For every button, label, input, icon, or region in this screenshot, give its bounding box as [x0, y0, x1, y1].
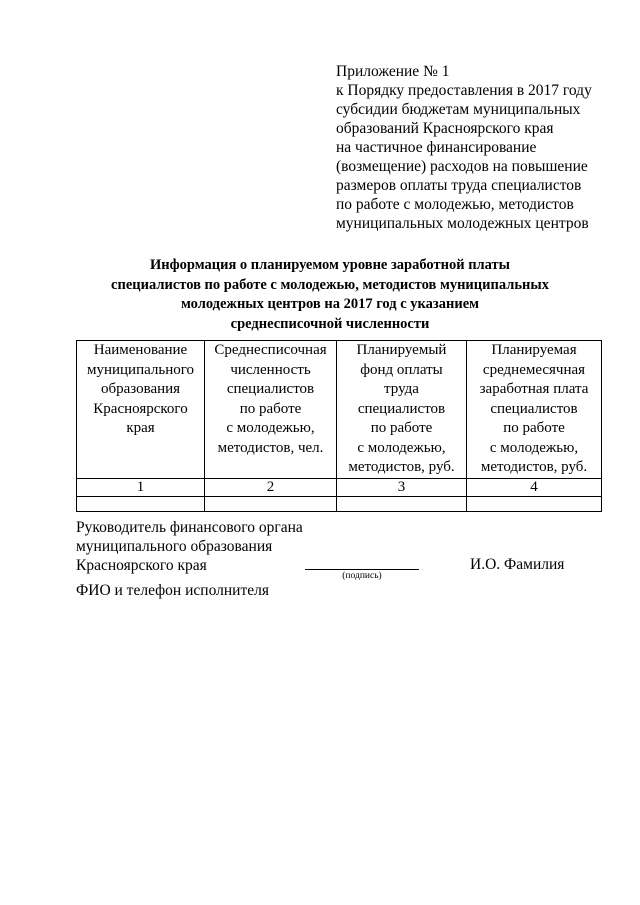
- signatory-name: И.О. Фамилия: [470, 556, 565, 573]
- header-cell-average-salary: Планируемая среднемесячная заработная плата специалистов по работе с молодежью, методистов, руб.: [467, 341, 602, 479]
- column-number: 2: [205, 478, 337, 496]
- appendix-block: [336, 62, 626, 233]
- data-table: [76, 340, 602, 512]
- title-line: молодежных центров на 2017 год с указанием: [180, 296, 480, 312]
- title-line: Информация о планируемом уровне заработной платы: [149, 257, 511, 273]
- appendix-line: к Порядку предоставления в 2017 году: [336, 82, 592, 99]
- header-cell-municipality: Наименование муниципального образования Красноярского края: [77, 341, 205, 479]
- signatory-line: муниципального образования: [76, 538, 273, 555]
- empty-cell[interactable]: [77, 496, 205, 511]
- signatory-block: [76, 518, 303, 575]
- table-row-empty: [77, 496, 602, 511]
- column-number: 4: [467, 478, 602, 496]
- signatory-line: Руководитель финансового органа: [76, 519, 303, 536]
- column-number-row: [77, 478, 602, 496]
- empty-cell[interactable]: [205, 496, 337, 511]
- empty-cell[interactable]: [467, 496, 602, 511]
- appendix-line: по работе с молодежью, методистов: [336, 196, 574, 213]
- appendix-line: муниципальных молодежных центров: [336, 215, 589, 232]
- column-number: 3: [337, 478, 467, 496]
- signature-line[interactable]: [305, 569, 419, 570]
- executor-label: ФИО и телефон исполнителя: [76, 582, 269, 599]
- appendix-line: (возмещение) расходов на повышение: [336, 158, 588, 175]
- appendix-line: субсидии бюджетам муниципальных: [336, 101, 581, 118]
- appendix-line: Приложение № 1: [336, 63, 450, 80]
- appendix-line: размеров оплаты труда специалистов: [336, 177, 582, 194]
- document-title: [60, 256, 600, 334]
- signatory-line: Красноярского края: [76, 557, 207, 574]
- title-line: специалистов по работе с молодежью, методистов муниципальных: [111, 276, 549, 293]
- signature-caption: (подпись): [342, 571, 382, 581]
- empty-cell[interactable]: [337, 496, 467, 511]
- title-line: среднесписочной численности: [230, 315, 430, 332]
- header-cell-headcount: Среднесписочная численность специалистов по работе с молодежью, методистов, чел.: [205, 341, 337, 479]
- column-number: 1: [77, 478, 205, 496]
- table-header-row: [77, 341, 602, 479]
- appendix-line: на частичное финансирование: [336, 139, 537, 156]
- header-cell-wage-fund: Планируемый фонд оплаты труда специалистов по работе с молодежью, методистов, руб.: [337, 341, 467, 479]
- appendix-line: образований Красноярского края: [336, 120, 554, 137]
